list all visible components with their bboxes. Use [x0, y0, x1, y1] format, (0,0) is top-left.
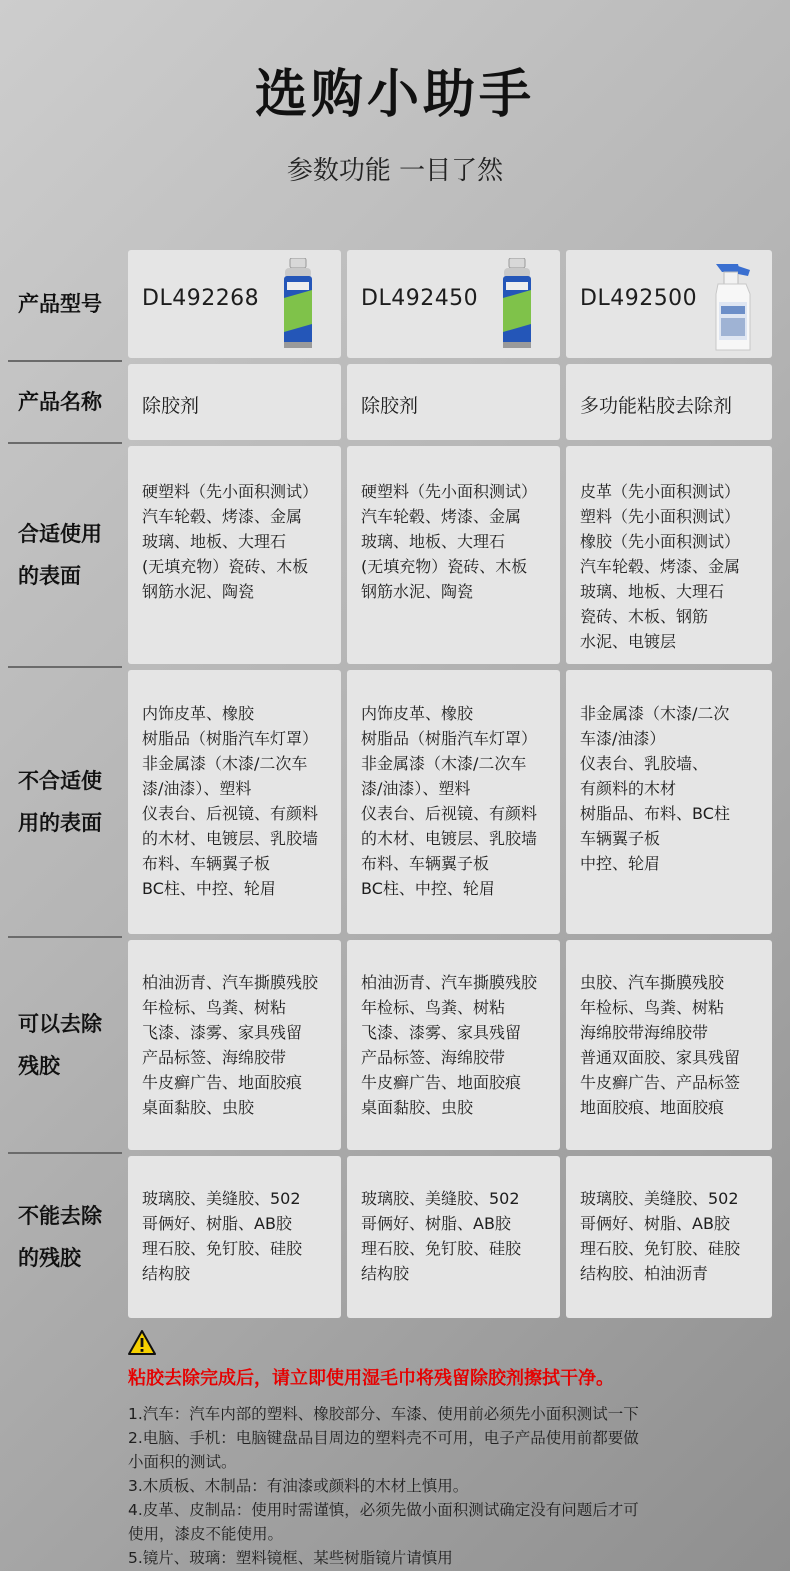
- product-name: 除胶剂: [361, 395, 419, 417]
- product-name: 除胶剂: [142, 395, 200, 417]
- spray-can-icon: [500, 258, 534, 350]
- unsuitable-cell-2: [347, 670, 560, 934]
- warning-text: 粘胶去除完成后，请立即使用湿毛巾将残留除胶剂擦拭干净。: [128, 1368, 614, 1389]
- removable-cell-3: [566, 940, 772, 1150]
- non-removable-residues: 玻璃胶、美缝胶、502 哥俩好、树脂、AB胶 理石胶、免钉胶、硅胶 结构胶: [142, 1189, 303, 1283]
- suitable-surfaces: 硬塑料（先小面积测试） 汽车轮毂、烤漆、金属 玻璃、地板、大理石 (无填充物）瓷砖、木板 钢筋水泥、陶瓷: [361, 482, 538, 601]
- warning-icon: [128, 1330, 156, 1356]
- unsuitable-surfaces: 内饰皮革、橡胶 树脂品（树脂汽车灯罩） 非金属漆（木漆/二次车 漆/油漆）、塑料 仪表台、后视镜、有颜料 的木材、电镀层、乳胶墙 布料、车辆翼子板 BC柱、中控、轮眉: [142, 704, 319, 898]
- not-removable-cell-2: [347, 1156, 560, 1318]
- suitable-cell-1: [128, 446, 341, 664]
- non-removable-residues: 玻璃胶、美缝胶、502 哥俩好、树脂、AB胶 理石胶、免钉胶、硅胶 结构胶、柏油沥青: [580, 1189, 741, 1283]
- name-cell-1: [128, 364, 341, 440]
- row-label-text: 不能去除 的残胶: [18, 1204, 102, 1270]
- note-item: 3.木质板、木制品：有油漆或颜料的木材上慎用。: [128, 1477, 469, 1495]
- row-label-text: 可以去除 残胶: [18, 1012, 102, 1078]
- note-item: 2.电脑、手机：电脑键盘品目周边的塑料壳不可用，电子产品使用前都要做 小面积的测试。: [128, 1429, 639, 1471]
- name-cell-2: [347, 364, 560, 440]
- removable-residues: 柏油沥青、汽车撕膜残胶 年检标、鸟粪、树粘 飞漆、漆雾、家具残留 产品标签、海绵胶带 牛皮癣广告、地面胶痕 桌面黏胶、虫胶: [361, 973, 538, 1117]
- model-number: DL492500: [580, 286, 698, 311]
- row-divider: [8, 442, 122, 444]
- note-item: 1.汽车：汽车内部的塑料、橡胶部分、车漆、使用前必须先小面积测试一下: [128, 1405, 639, 1423]
- model-number: DL492268: [142, 286, 260, 311]
- row-divider: [8, 936, 122, 938]
- removable-cell-1: [128, 940, 341, 1150]
- row-label-text: 合适使用 的表面: [18, 522, 102, 588]
- page-subtitle: 参数功能 一目了然: [286, 156, 504, 186]
- row-label-unsuitable: [8, 670, 122, 934]
- row-divider: [8, 666, 122, 668]
- suitable-surfaces: 皮革（先小面积测试） 塑料（先小面积测试） 橡胶（先小面积测试） 汽车轮毂、烤漆、金属 玻璃、地板、大理石 瓷砖、木板、钢筋 水泥、电镀层: [580, 482, 741, 651]
- trigger-spray-bottle-icon: [710, 260, 758, 352]
- not-removable-cell-1: [128, 1156, 341, 1318]
- suitable-cell-2: [347, 446, 560, 664]
- model-cell-2: [347, 250, 560, 358]
- spray-can-icon: [281, 258, 315, 350]
- unsuitable-cell-3: [566, 670, 772, 934]
- row-label-text: 不合适使 用的表面: [18, 769, 102, 835]
- model-cell-1: [128, 250, 341, 358]
- note-item: 5.镜片、玻璃：塑料镜框、某些树脂镜片请慎用: [128, 1549, 453, 1567]
- product-name: 多功能粘胶去除剂: [580, 395, 733, 417]
- page-title: 选购小助手: [254, 65, 535, 125]
- usage-notes: [128, 1330, 768, 1570]
- removable-cell-2: [347, 940, 560, 1150]
- removable-residues: 柏油沥青、汽车撕膜残胶 年检标、鸟粪、树粘 飞漆、漆雾、家具残留 产品标签、海绵胶带 牛皮癣广告、地面胶痕 桌面黏胶、虫胶: [142, 973, 319, 1117]
- suitable-surfaces: 硬塑料（先小面积测试） 汽车轮毂、烤漆、金属 玻璃、地板、大理石 (无填充物）瓷砖、木板 钢筋水泥、陶瓷: [142, 482, 319, 601]
- unsuitable-surfaces: 内饰皮革、橡胶 树脂品（树脂汽车灯罩） 非金属漆（木漆/二次车 漆/油漆）、塑料 仪表台、后视镜、有颜料 的木材、电镀层、乳胶墙 布料、车辆翼子板 BC柱、中控、轮眉: [361, 704, 538, 898]
- row-label-suitable: [8, 446, 122, 664]
- row-divider: [8, 360, 122, 362]
- row-label-model: 产品型号: [18, 292, 102, 316]
- model-number: DL492450: [361, 286, 479, 311]
- row-divider: [8, 1152, 122, 1154]
- row-label-removable: [8, 940, 122, 1150]
- model-cell-3: [566, 250, 772, 358]
- note-item: 4.皮革、皮制品：使用时需谨慎，必须先做小面积测试确定没有问题后才可 使用，漆皮不能使用。: [128, 1501, 639, 1543]
- not-removable-cell-3: [566, 1156, 772, 1318]
- name-cell-3: [566, 364, 772, 440]
- row-label-name: 产品名称: [18, 390, 102, 414]
- unsuitable-surfaces: 非金属漆（木漆/二次 车漆/油漆） 仪表台、乳胶墙、 有颜料的木材 树脂品、布料、BC柱 车辆翼子板 中控、轮眉: [580, 704, 730, 873]
- notes-list: [128, 1402, 768, 1570]
- suitable-cell-3: [566, 446, 772, 664]
- removable-residues: 虫胶、汽车撕膜残胶 年检标、鸟粪、树粘 海绵胶带海绵胶带 普通双面胶、家具残留 牛皮癣广告、产品标签 地面胶痕、地面胶痕: [580, 973, 741, 1117]
- unsuitable-cell-1: [128, 670, 341, 934]
- non-removable-residues: 玻璃胶、美缝胶、502 哥俩好、树脂、AB胶 理石胶、免钉胶、硅胶 结构胶: [361, 1189, 522, 1283]
- row-label-not-removable: [8, 1156, 122, 1318]
